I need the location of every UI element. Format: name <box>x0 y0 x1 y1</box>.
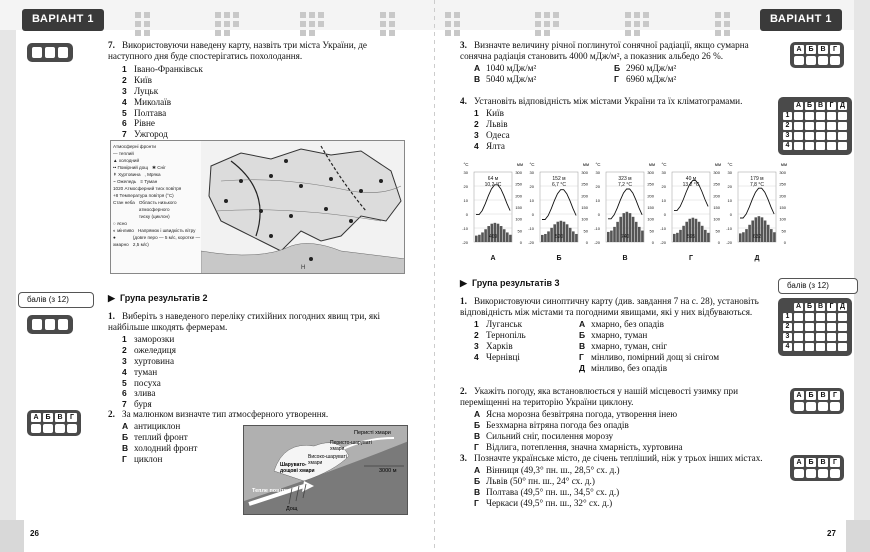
tick-label-mm: 0 <box>519 240 522 245</box>
tick-label-mm: 0 <box>717 240 720 245</box>
climograph-temp: 10,2 °С <box>484 182 502 188</box>
axis-unit-mm: мм <box>648 162 656 167</box>
map-legend: Атмосферні фронти — теплий ▲ холодний •• Помірний дощ ✱ Сніг ↟ Хуртовина , Мряка ~ Ожеледь ≡ Туман 1020 Атмосферний тиск повітря +8 Температура повітря (°C) Стан неба Область низького атмосферного тиску (циклон) ○ ясно ◐ мінливо Напрямок і швидкість вітру ● хмарно (довге перо — 5 м/с, коротке — 2,5 м/с) <box>113 144 201 247</box>
page-number: 26 <box>30 529 39 538</box>
phenomenon-item: Д мінливо, без опадів <box>579 362 668 373</box>
precip-bar <box>572 231 575 242</box>
left-margin-bar <box>0 0 16 552</box>
option-item: 7 буря <box>122 399 152 410</box>
tick-label-mm: 300 <box>647 170 654 175</box>
option-item: Г Черкаси (49,5° пн. ш., 32° сх. д.) <box>474 497 613 508</box>
temperature-curve <box>740 188 774 218</box>
tick-label-mm: 300 <box>581 170 588 175</box>
tick-label-mm: 200 <box>581 193 588 199</box>
climograph <box>526 160 592 265</box>
tick-label: -20 <box>660 240 666 245</box>
cloud-label: Дощ <box>286 506 298 512</box>
climograph <box>592 160 658 265</box>
climograph-label: А <box>490 255 496 262</box>
precip-bar <box>478 235 481 242</box>
tick-label: 30 <box>529 170 534 175</box>
climograph-label: Д <box>754 255 760 262</box>
answer-box-q7[interactable] <box>27 43 73 62</box>
answer-box-q3[interactable]: А Б В Г <box>790 42 844 68</box>
climograph-temp: 7,8 °С <box>750 182 764 188</box>
cloud-label: Шарувато-дощові хмари <box>280 462 315 474</box>
precip-bar <box>616 222 619 242</box>
climograph-precip: 632 <box>752 234 762 240</box>
precip-bar <box>544 234 547 242</box>
option-item: 6 Рівне <box>122 118 155 129</box>
tick-label: -10 <box>594 226 600 231</box>
option-item: 1 заморозки <box>122 334 175 345</box>
tick-label-mm: 50 <box>715 228 720 234</box>
option-item: А Ясна морозна безвітряна погода, утворення інею <box>474 409 678 420</box>
tick-label: -10 <box>462 226 468 231</box>
climograph-altitude: 323 м <box>618 176 632 182</box>
ukraine-map-svg <box>201 141 405 274</box>
precip-bar <box>773 232 776 242</box>
climograph <box>658 160 724 265</box>
precip-bar <box>550 228 553 242</box>
tick-label-mm: 0 <box>651 240 654 245</box>
option-item: Г циклон <box>122 453 163 464</box>
climograph-altitude: 40 м <box>685 176 697 182</box>
tick-label: -10 <box>528 226 534 231</box>
option-item: 4 Ялта <box>474 140 505 151</box>
precip-bar <box>745 229 748 242</box>
city-item: 3 Харків <box>474 341 513 351</box>
precip-bar <box>484 229 487 242</box>
option-item: А антициклон <box>122 421 181 432</box>
option-item: В Сильний сніг, посилення морозу <box>474 431 614 441</box>
tick-label: 20 <box>727 184 732 189</box>
tick-label: 20 <box>529 184 534 189</box>
precip-bar <box>481 232 484 242</box>
page-corner <box>846 520 870 552</box>
phenomenon-item: А хмарно, без опадів <box>579 319 664 330</box>
climograph-precip: 469 <box>488 234 498 240</box>
right-margin-bar <box>854 0 870 552</box>
tick-label: 10 <box>595 198 600 203</box>
city-item: 1 Луганськ <box>474 319 523 330</box>
precip-bar <box>701 226 704 242</box>
tick-label-mm: 0 <box>783 240 786 245</box>
cloud-label: 3000 м <box>379 468 397 474</box>
climograph-label: Г <box>689 255 693 262</box>
climograph <box>724 160 790 265</box>
tick-label-mm: 250 <box>779 181 786 187</box>
option-item: 4 туман <box>122 366 158 377</box>
tick-label-mm: 150 <box>581 205 588 210</box>
page-corner <box>0 520 24 552</box>
climograph-precip: 520 <box>554 234 564 240</box>
precip-bar <box>748 225 751 242</box>
tick-label: -10 <box>726 226 732 231</box>
question-text: Укажіть погоду, яка встановлюється у нашій місцевості узимку при переміщенні на територію України циклону. <box>460 386 739 408</box>
question-2-right: 2. Укажіть погоду, яка встановлюється у нашій місцевості узимку при переміщенні на територію України циклону. А Ясна морозна безвітряна погода, утворення інею Б Безхмарна вітряна погода без опадів В Сильний сніг, посилення морозу Г Відлига, потеплення, значна хмарність, хуртовина <box>460 386 775 453</box>
score-tab: балів (з 12) <box>18 292 94 308</box>
question-text: Використовуючи синоптичну карту (див. завдання 7 на с. 28), установіть відповідність між містами та погодними явищами, які у них відбуваються. <box>460 296 759 318</box>
answer-box-q2-right[interactable]: А Б В Г <box>790 388 844 414</box>
tick-label-mm: 0 <box>585 240 588 245</box>
precip-bar <box>509 235 512 242</box>
score-tab: балів (з 12) <box>778 278 858 294</box>
right-page <box>435 0 870 552</box>
precip-bar <box>635 222 638 242</box>
question-2: 2. За малюнком визначте тип атмосферного утворення. А антициклон Б теплий фронт В холодний фронт Г циклон <box>108 409 413 464</box>
precip-bar <box>679 230 682 242</box>
precip-bar <box>767 225 770 242</box>
precip-bar <box>566 224 569 242</box>
question-text: Установіть відповідність між містами України та їх кліматограмами. <box>474 96 743 106</box>
answer-grid-q4[interactable]: А Б В Г Д 1 2 3 4 <box>778 97 852 155</box>
tick-label-mm: 50 <box>583 228 588 234</box>
group-heading: ▶ Група результатів 2 <box>108 293 208 303</box>
tick-label-mm: 150 <box>779 205 786 210</box>
tick-label-mm: 50 <box>781 228 786 234</box>
cloud-label: Перисто-шаруваті хмари <box>330 440 372 452</box>
option-item: 3 хуртовина <box>122 356 175 366</box>
tick-label: 0 <box>729 212 732 217</box>
option-item: 1 Київ <box>474 108 504 119</box>
tick-label-mm: 50 <box>649 228 654 234</box>
question-text: Позначте українське місто, де січень тепліший, ніж у трьох інших містах. <box>474 453 763 463</box>
option-item: 2 Київ <box>122 75 152 86</box>
decor-dots <box>380 12 402 36</box>
tick-label: 30 <box>463 170 468 175</box>
option-item: 3 Луцьк <box>122 86 159 96</box>
tick-label-mm: 200 <box>713 193 720 199</box>
climograph-label: Б <box>556 255 562 262</box>
question-1-right: 1. Використовуючи синоптичну карту (див. завдання 7 на с. 28), установіть відповідність між містами та погодними явищами, які у них відбуваються. 1 Луганськ А хмарно, без опадів 2 Тернопіль Б хмарно, туман 3 Харків В хмарно, туман, сніг 4 Чернівці Г мінливо, помірний дощ зі снігом Д мінливо, без опадів <box>460 296 775 373</box>
tick-label: 30 <box>595 170 600 175</box>
option-item: В холодний фронт <box>122 442 198 453</box>
phenomenon-item: Б хмарно, туман <box>579 330 648 341</box>
tick-label: -20 <box>726 240 732 245</box>
precip-bar <box>764 220 767 242</box>
tick-label: -20 <box>594 240 600 245</box>
climograph-precip: 595 <box>686 234 696 240</box>
option-item: Б 2960 мДж/м² <box>614 63 677 74</box>
climograph-temp: 7,2 °С <box>618 182 632 188</box>
question-3-right: 3. Позначте українське місто, де січень тепліший, ніж у трьох інших містах. А Вінниця (49,3° пн. ш., 28,5° сх. д.) Б Львів (50° пн. ш., 24° сх. д.) В Полтава (49,5° пн. ш., 34,5° сх. д.) Г Черкаси (49,5° пн. ш., 32° сх. д.) <box>460 453 775 508</box>
option-item: 5 Полтава <box>122 107 167 118</box>
precip-bar <box>707 233 710 242</box>
precip-bar <box>500 226 503 242</box>
axis-unit-c: °С <box>727 162 733 167</box>
axis-unit-mm: мм <box>780 162 788 167</box>
option-item: 4 Миколаїв <box>122 96 172 107</box>
answer-box-q1[interactable] <box>27 315 73 334</box>
tick-label-mm: 100 <box>515 216 522 222</box>
tick-label: -20 <box>462 240 468 245</box>
precip-bar <box>613 227 616 242</box>
precip-bar <box>610 231 613 242</box>
decor-dots <box>135 12 157 36</box>
precip-bar <box>575 234 578 242</box>
tick-label-mm: 250 <box>647 181 654 187</box>
answer-box-q3-right[interactable]: А Б В Г <box>790 455 844 481</box>
climograph-altitude: 152 м <box>552 176 566 182</box>
tick-label: 0 <box>597 212 600 217</box>
decor-dots <box>535 12 565 36</box>
precip-bar <box>475 236 478 242</box>
tick-label-mm: 100 <box>581 216 588 222</box>
question-text: Використовуючи наведену карту, назвіть три міста України, де наступного дня буде спостерігатись похолодання. <box>108 40 367 62</box>
tick-label: 10 <box>463 198 468 203</box>
tick-label-mm: 50 <box>517 228 522 234</box>
tick-label-mm: 100 <box>647 216 654 222</box>
cloud-label: Високо-шаруваті хмари <box>308 454 347 466</box>
decor-dots <box>300 12 330 36</box>
option-item: 2 Львів <box>474 119 508 129</box>
group-heading: ▶ Група результатів 3 <box>460 278 560 288</box>
precip-bar <box>682 226 685 242</box>
cloud-label: Перисті хмари <box>354 430 391 436</box>
precip-bar <box>506 232 509 242</box>
option-item: Г 6960 мДж/м² <box>614 74 677 85</box>
page-number: 27 <box>827 529 836 538</box>
question-4: 4. Установіть відповідність між містами України та їх кліматограмами. 1 Київ 2 Львів 3 Одеса 4 Ялта <box>460 96 770 151</box>
tick-label: 20 <box>463 184 468 189</box>
tick-label: 10 <box>661 198 666 203</box>
variant-badge: ВАРІАНТ 1 <box>760 9 842 31</box>
temperature-curve <box>542 190 576 220</box>
answer-grid-q1[interactable]: А Б В Г Д 1 2 3 4 <box>778 298 852 356</box>
question-7: 7. Використовуючи наведену карту, назвіть три міста України, де наступного дня буде спостерігатись похолодання. 1 Івано-Франківськ 2 Київ 3 Луцьк 4 Миколаїв 5 Полтава 6 Рівне 7 Ужгород <box>108 40 413 140</box>
svg-text:Н: Н <box>301 265 306 271</box>
tick-label: -20 <box>528 240 534 245</box>
question-text: Виберіть з наведеного переліку стихійних погодних явищ три, які найбільше шкодять фермерам. <box>108 311 381 333</box>
tick-label-mm: 200 <box>647 193 654 199</box>
tick-label-mm: 300 <box>713 170 720 175</box>
axis-unit-c: °С <box>661 162 667 167</box>
tick-label: 0 <box>531 212 534 217</box>
climograph-temp: 13,2 °С <box>682 182 700 188</box>
axis-unit-c: °С <box>463 162 469 167</box>
precip-bar <box>607 232 610 242</box>
climograph-precip: 740 <box>620 234 630 240</box>
option-item: Г Відлига, потеплення, значна хмарність, хуртовина <box>474 441 683 452</box>
climograph-altitude: 179 м <box>750 176 764 182</box>
option-item: 2 ожеледиця <box>122 345 176 356</box>
option-item: 6 злива <box>122 388 156 399</box>
precip-bar <box>541 235 544 242</box>
temperature-curve <box>476 185 510 215</box>
axis-unit-mm: мм <box>714 162 722 167</box>
option-item: Б Львів (50° пн. ш., 24° сх. д.) <box>474 476 595 486</box>
precip-bar <box>569 228 572 242</box>
question-text: За малюнком визначте тип атмосферного утворення. <box>122 409 329 419</box>
axis-unit-mm: мм <box>516 162 524 167</box>
option-item: Б Безхмарна вітряна погода без опадів <box>474 420 629 431</box>
axis-unit-c: °С <box>595 162 601 167</box>
tick-label-mm: 200 <box>515 193 522 199</box>
axis-unit-mm: мм <box>582 162 590 167</box>
phenomenon-item: В хмарно, туман, сніг <box>579 341 668 351</box>
decor-dots <box>715 12 737 36</box>
decor-dots <box>215 12 245 36</box>
precip-bar <box>698 222 701 242</box>
phenomenon-item: Г мінливо, помірний дощ зі снігом <box>579 351 720 362</box>
city-item: 2 Тернопіль <box>474 330 526 341</box>
city-item: 4 Чернівці <box>474 351 520 362</box>
option-item: 1 Івано-Франківськ <box>122 64 203 75</box>
question-text: Визначте величину річної поглинутої сонячної радіації, якщо сумарна сонячна радіація становить 4000 мДж/м², а показник альбедо 26 %. <box>460 40 749 62</box>
tick-label: 20 <box>595 184 600 189</box>
tick-label-mm: 250 <box>713 181 720 187</box>
option-item: А Вінниця (49,3° пн. ш., 28,5° сх. д.) <box>474 465 620 476</box>
option-item: 7 Ужгород <box>122 129 168 140</box>
tick-label-mm: 150 <box>647 205 654 210</box>
climograph-altitude: 64 м <box>487 176 499 182</box>
tick-label: 10 <box>727 198 732 203</box>
precip-bar <box>770 229 773 242</box>
tick-label: 30 <box>661 170 666 175</box>
decor-dots <box>445 12 467 36</box>
option-item: 5 посуха <box>122 377 161 388</box>
variant-badge: ВАРІАНТ 1 <box>22 9 104 31</box>
question-3: 3. Визначте величину річної поглинутої сонячної радіації, якщо сумарна сонячна радіація становить 4000 мДж/м², а показник альбедо 26 %. А 1040 мДж/м² Б 2960 мДж/м² В 5040 мДж/м² Г 6960 мДж/м² <box>460 40 770 85</box>
tick-label-mm: 250 <box>515 181 522 187</box>
precip-bar <box>673 234 676 242</box>
synoptic-map <box>110 140 405 274</box>
precip-bar <box>676 233 679 242</box>
tick-label-mm: 300 <box>779 170 786 175</box>
tick-label: 20 <box>661 184 666 189</box>
decor-dots <box>625 12 655 36</box>
tick-label: 10 <box>529 198 534 203</box>
climograph-label: В <box>622 255 628 262</box>
answer-box-q2[interactable]: А Б В Г <box>27 410 81 436</box>
tick-label-mm: 100 <box>779 216 786 222</box>
precip-bar <box>641 231 644 242</box>
axis-unit-c: °С <box>529 162 535 167</box>
tick-label: 0 <box>663 212 666 217</box>
tick-label-mm: 150 <box>713 205 720 210</box>
tick-label-mm: 250 <box>581 181 588 187</box>
climographs-row <box>460 160 790 265</box>
precip-bar <box>704 230 707 242</box>
option-item: В 5040 мДж/м² <box>474 74 537 85</box>
climograph-temp: 6,7 °С <box>552 182 566 188</box>
precip-bar <box>632 217 635 242</box>
precip-bar <box>742 232 745 242</box>
tick-label-mm: 150 <box>515 205 522 210</box>
tick-label-mm: 200 <box>779 193 786 199</box>
tick-label-mm: 100 <box>713 216 720 222</box>
question-1: 1. Виберіть з наведеного переліку стихійних погодних явищ три, які найбільше шкодять фермерам. 1 заморозки 2 ожеледиця 3 хуртовина 4 туман 5 посуха 6 злива 7 буря <box>108 311 413 410</box>
precip-bar <box>739 233 742 242</box>
precip-bar <box>638 227 641 242</box>
cloud-label: Тепле повітря <box>252 488 291 494</box>
tick-label: 30 <box>727 170 732 175</box>
option-item: 3 Одеса <box>474 129 510 140</box>
option-item: Б теплий фронт <box>122 432 188 442</box>
tick-label-mm: 300 <box>515 170 522 175</box>
option-item: А 1040 мДж/м² <box>474 63 537 74</box>
front-cross-section-image <box>243 425 408 515</box>
climograph <box>460 160 526 265</box>
precip-bar <box>547 231 550 242</box>
option-item: В Полтава (49,5° пн. ш., 34,5° сх. д.) <box>474 486 620 497</box>
tick-label: -10 <box>660 226 666 231</box>
precip-bar <box>503 229 506 242</box>
tick-label: 0 <box>465 212 468 217</box>
